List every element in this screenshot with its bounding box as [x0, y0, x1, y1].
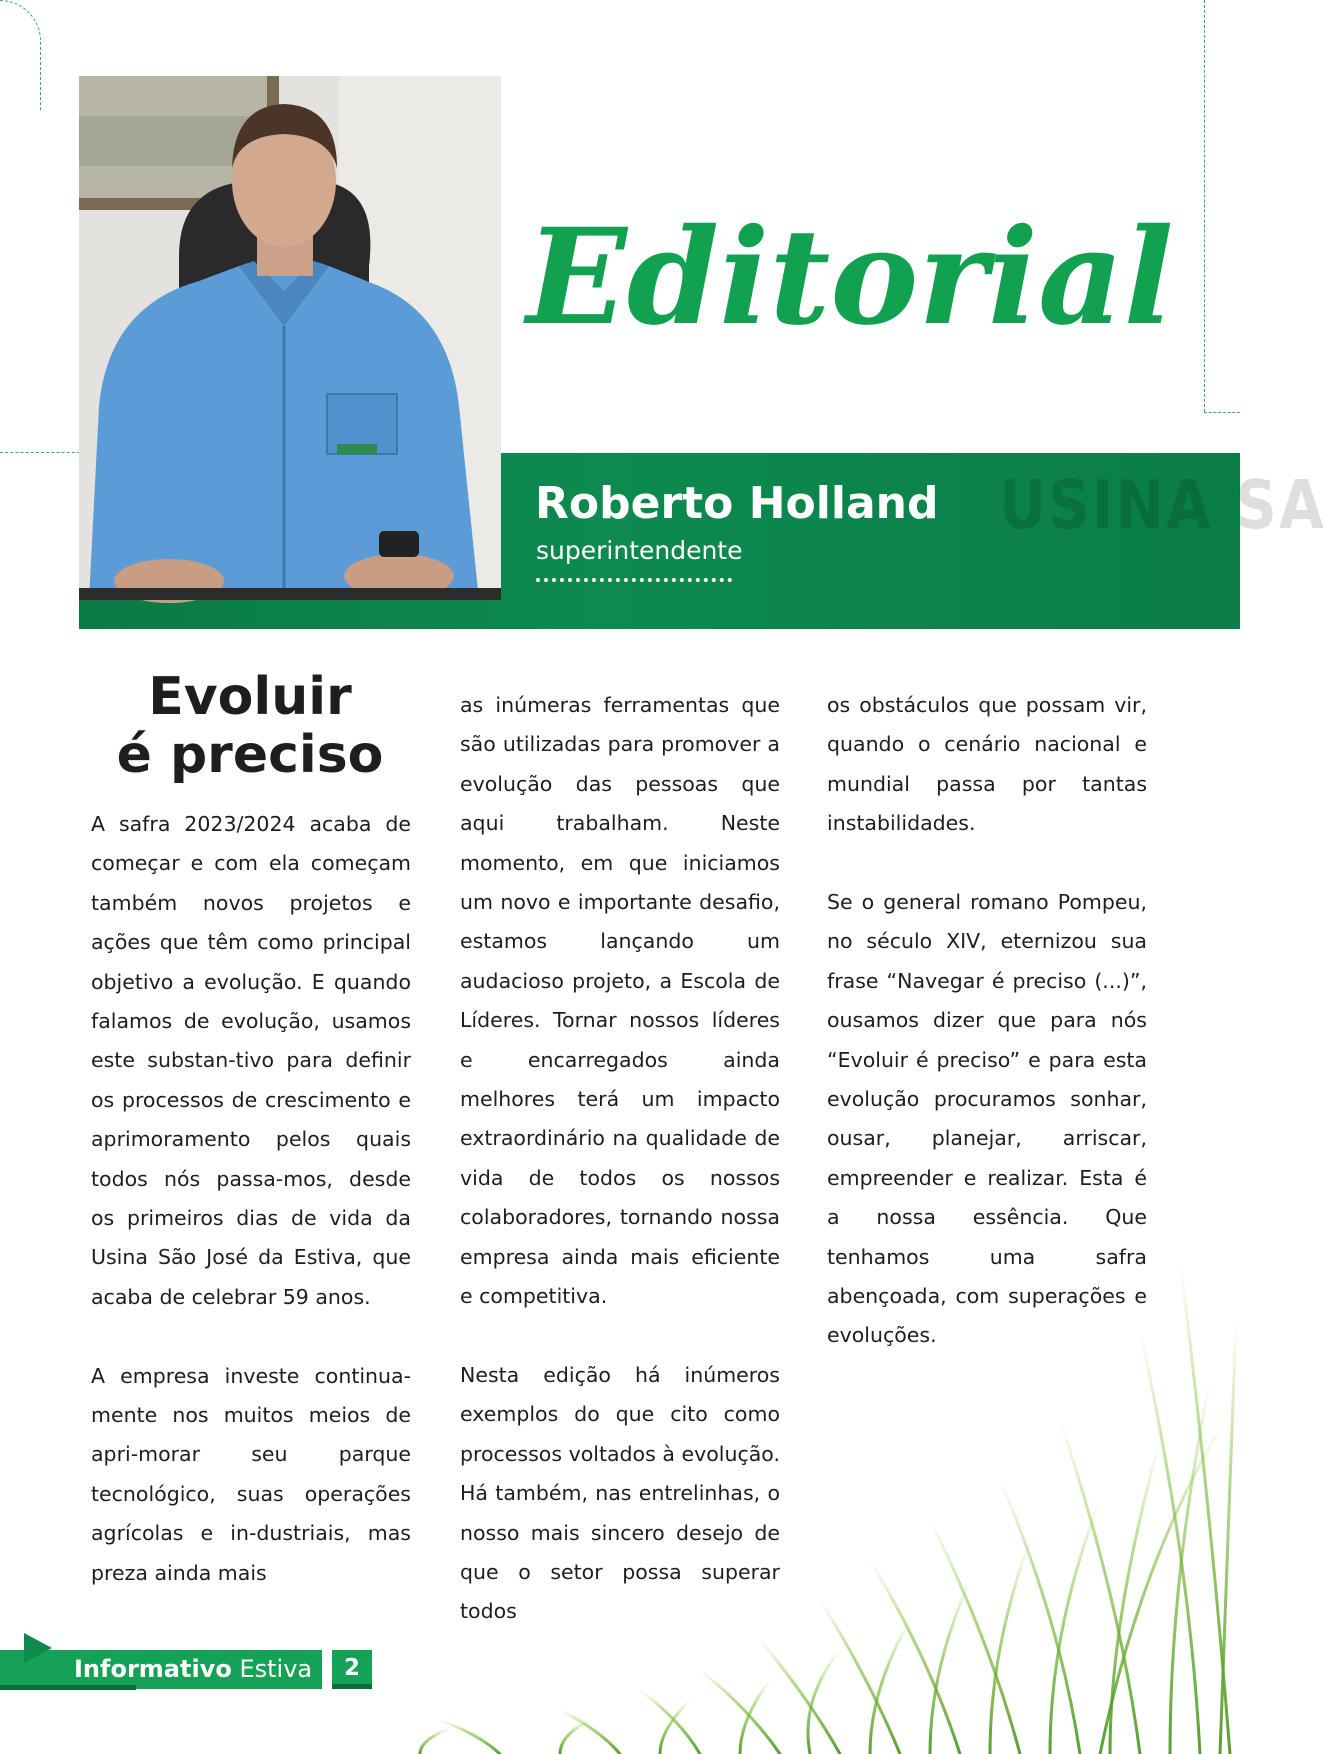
article-paragraph: A empresa investe continua-mente nos muitos meios de apri-morar seu parque tecnológico, suas operações agrícolas e in-dustriais, mas preza ainda mais	[91, 1363, 411, 1585]
page-number-box	[332, 1650, 372, 1689]
article-heading	[90, 668, 410, 784]
decorative-dashed-line-right	[1204, 0, 1205, 412]
decorative-dashed-line-left	[0, 452, 80, 453]
paragraph-gap	[460, 1317, 780, 1356]
page-number: 2	[343, 1655, 360, 1681]
portrait-illustration	[79, 76, 501, 600]
article-column-2	[460, 686, 780, 1632]
author-role: superintendente	[536, 536, 743, 565]
article-paragraph: Nesta edição há inúmeros exemplos do que cito como processos voltados à evolução. Há também, nas entrelinhas, o nosso mais sincero desejo de que o setor possa superar todos	[460, 1362, 780, 1624]
article-column-1	[91, 805, 411, 1593]
editorial-title-text: Editorial	[526, 200, 1174, 355]
article-heading-line-2: é preciso	[116, 725, 384, 785]
dotted-divider	[536, 578, 732, 582]
paragraph-gap	[91, 1317, 411, 1356]
footer-publication-title	[74, 1650, 312, 1689]
footer-arrow-icon	[24, 1633, 52, 1663]
decorative-dashed-line-right-corner	[1204, 412, 1240, 413]
banner-watermark-text: USINA SA	[999, 465, 1326, 545]
article-paragraph: A safra 2023/2024 acaba de começar e com ela começam também novos projetos e ações que têm como principal objetivo a evolução. E quando falamos de evolução, usamos este substan-tivo para definir os processos de crescimento e aprimoramento pelos quais todos nós passa-mos, desde os primeiros dias de vida da Usina São José da Estiva, que acaba de celebrar 59 anos.	[91, 812, 411, 1309]
footer-publication-regular: Estiva	[239, 1655, 313, 1683]
article-column-3	[827, 686, 1147, 1356]
paragraph-gap	[827, 844, 1147, 883]
editorial-title	[526, 185, 1174, 365]
author-portrait-photo	[79, 76, 501, 600]
author-name: Roberto Holland	[535, 478, 939, 529]
article-paragraph: os obstáculos que possam vir, quando o cenário nacional e mundial passa por tantas instabilidades.	[827, 693, 1147, 836]
article-heading-line-1: Evoluir	[148, 667, 352, 727]
article-paragraph: as inúmeras ferramentas que são utilizadas para promover a evolução das pessoas que aqui trabalham. Neste momento, em que iniciamos um novo e importante desafio, estamos lançando um audacioso projeto, a Escola de Líderes. Tornar nossos líderes e encarregados ainda melhores terá um impacto extraordinário na qualidade de vida de todos os nossos colaboradores, tornando nossa empresa ainda mais eficiente e competitiva.	[460, 693, 780, 1309]
decorative-dashed-curve-top	[0, 0, 41, 111]
article-paragraph: Se o general romano Pompeu, no século XIV, eternizou sua frase “Navegar é preciso (...)”, ousamos dizer que para nós “Evoluir é preciso” e para esta evolução procuramos sonhar, ousar, planejar, arriscar, empreender e realizar. Esta é a nossa essência. Que tenhamos uma safra abençoada, com superações e evoluções.	[827, 890, 1147, 1348]
footer-publication-bold: Informativo	[74, 1655, 232, 1683]
